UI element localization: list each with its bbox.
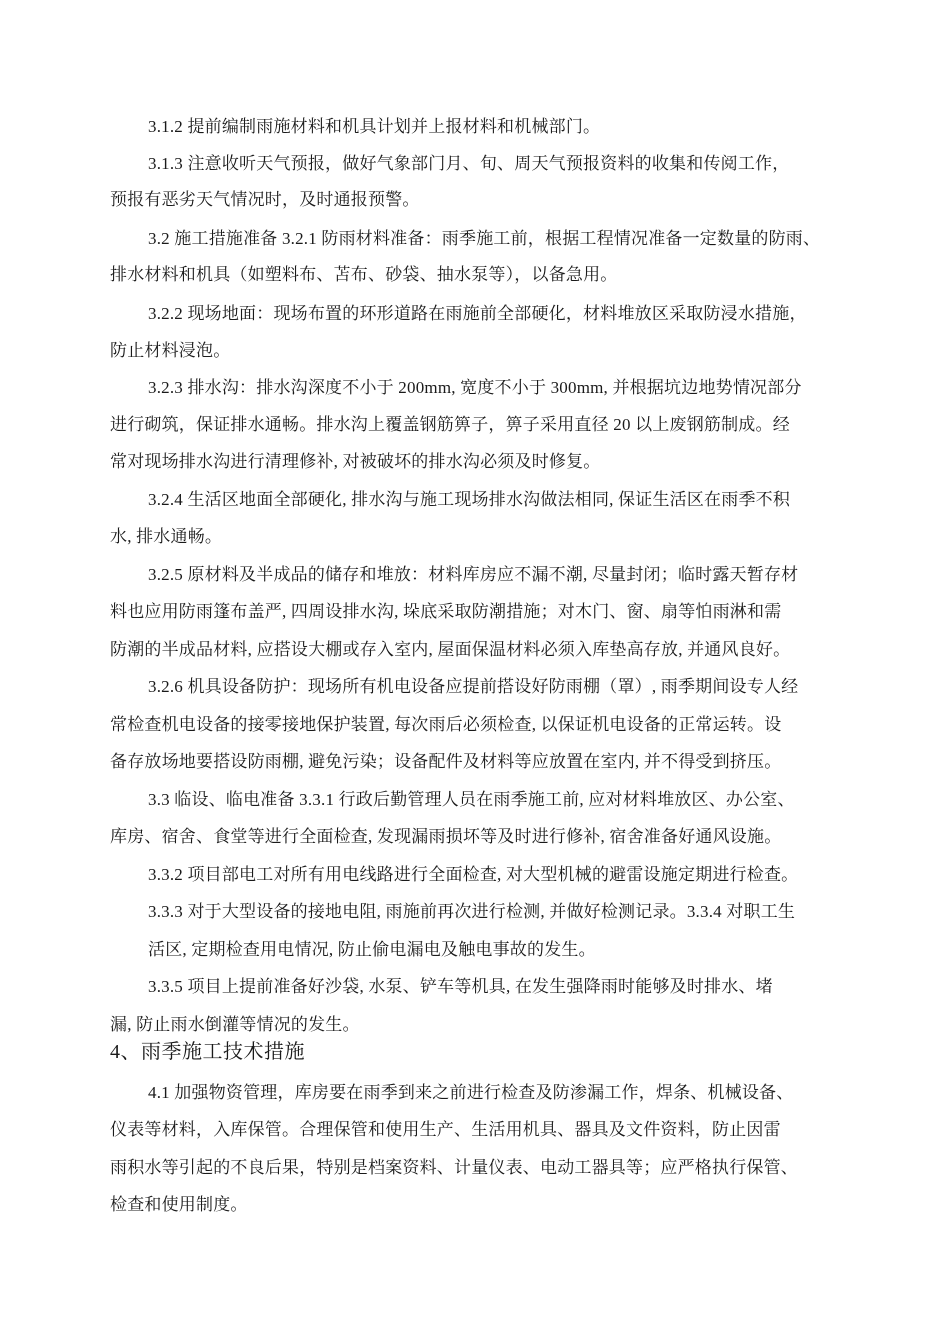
paragraph-line: 常对现场排水沟进行清理修补, 对被破坏的排水沟必须及时修复。 (110, 452, 601, 471)
paragraph-line: 防止材料浸泡。 (110, 341, 231, 360)
paragraph-line: 3.2 施工措施准备 3.2.1 防雨材料准备：雨季施工前，根据工程情况准备一定数量的防雨、 (148, 229, 821, 248)
paragraph-line: 库房、宿舍、食堂等进行全面检查, 发现漏雨损坏等及时进行修补, 宿舍准备好通风设施。 (110, 827, 782, 846)
paragraph-line: 排水材料和机具（如塑料布、苫布、砂袋、抽水泵等），以备急用。 (110, 265, 618, 284)
paragraph-line: 备存放场地要搭设防雨棚, 避免污染；设备配件及材料等应放置在室内, 并不得受到挤压。 (110, 752, 782, 771)
paragraph-line: 3.2.4 生活区地面全部硬化, 排水沟与施工现场排水沟做法相同, 保证生活区在雨季不积 (148, 490, 791, 509)
paragraph-line: 3.1.2 提前编制雨施材料和机具计划并上报材料和机械部门。 (148, 117, 601, 136)
paragraph-line: 雨积水等引起的不良后果，特别是档案资料、计量仪表、电动工器具等；应严格执行保管、 (110, 1158, 798, 1177)
paragraph-line: 进行砌筑，保证排水通畅。排水沟上覆盖钢筋箅子，箅子采用直径 20 以上废钢筋制成。经 (110, 415, 790, 434)
paragraph-line: 3.3.2 项目部电工对所有用电线路进行全面检查, 对大型机械的避雷设施定期进行检查。 (148, 865, 799, 884)
paragraph-line: 3.1.3 注意收听天气预报，做好气象部门月、旬、周天气预报资料的收集和传阅工作， (148, 154, 790, 173)
paragraph-line: 3.2.3 排水沟：排水沟深度不小于 200mm, 宽度不小于 300mm, 并根据坑边地势情况部分 (148, 378, 802, 397)
paragraph-line: 活区, 定期检查用电情况, 防止偷电漏电及触电事故的发生。 (148, 940, 596, 959)
paragraph-line: 3.3.3 对于大型设备的接地电阻, 雨施前再次进行检测, 并做好检测记录。3.3.4 对职工生 (148, 902, 796, 921)
paragraph-line: 防潮的半成品材料, 应搭设大棚或存入室内, 屋面保温材料必须入库垫高存放, 并通风良好。 (110, 640, 791, 659)
paragraph-line: 漏, 防止雨水倒灌等情况的发生。 (110, 1015, 360, 1034)
paragraph-line: 3.2.2 现场地面：现场布置的环形道路在雨施前全部硬化，材料堆放区采取防浸水措施， (148, 304, 807, 323)
paragraph-line: 3.3 临设、临电准备 3.3.1 行政后勤管理人员在雨季施工前, 应对材料堆放区、办公室、 (148, 790, 795, 809)
paragraph-line: 检查和使用制度。 (110, 1195, 248, 1214)
paragraph-line: 水, 排水通畅。 (110, 527, 223, 546)
paragraph-line: 常检查机电设备的接零接地保护装置, 每次雨后必须检查, 以保证机电设备的正常运转。设 (110, 715, 782, 734)
paragraph-line: 3.2.6 机具设备防护：现场所有机电设备应提前搭设好防雨棚（罩）, 雨季期间设专人经 (148, 677, 799, 696)
paragraph-line: 预报有恶劣天气情况时，及时通报预警。 (110, 190, 420, 209)
paragraph-line: 3.2.5 原材料及半成品的储存和堆放：材料库房应不漏不潮, 尽量封闭；临时露天暂存材 (148, 565, 799, 584)
paragraph-line: 料也应用防雨篷布盖严, 四周设排水沟, 垛底采取防潮措施；对木门、窗、扇等怕雨淋和需 (110, 602, 782, 621)
paragraph-line: 4.1 加强物资管理，库房要在雨季到来之前进行检查及防渗漏工作，焊条、机械设备、 (148, 1083, 794, 1102)
paragraph-line: 仪表等材料，入库保管。合理保管和使用生产、生活用机具、器具及文件资料，防止因雷 (110, 1120, 781, 1139)
paragraph-line: 3.3.5 项目上提前准备好沙袋, 水泵、铲车等机具, 在发生强降雨时能够及时排水、堵 (148, 977, 773, 996)
section-heading: 4、雨季施工技术措施 (110, 1041, 305, 1063)
